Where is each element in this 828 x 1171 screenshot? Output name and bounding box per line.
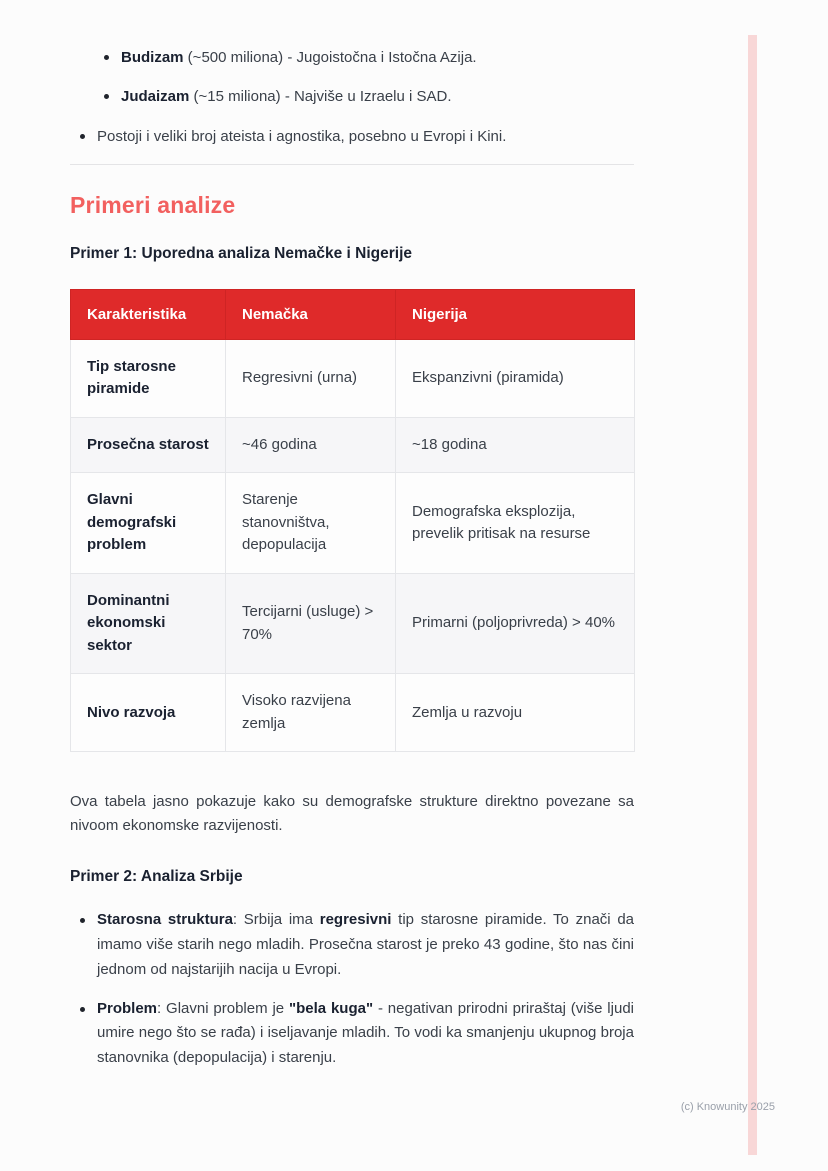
table-row bbox=[71, 339, 635, 417]
list-item bbox=[104, 85, 634, 108]
table-cell: Ekspanzivni (piramida) bbox=[396, 339, 635, 417]
right-edge-stripe bbox=[748, 35, 757, 1155]
section-divider bbox=[70, 164, 634, 165]
example2-list bbox=[70, 908, 634, 1071]
bullet-text bbox=[121, 49, 477, 66]
list-item bbox=[80, 125, 634, 148]
table-cell: Zemlja u razvoju bbox=[396, 674, 635, 752]
table-row bbox=[71, 417, 635, 473]
bullet-rest-text: tip starosne piramide. To znači da imamo više starih nego mladih. Prosečna starost je preko 43 godine, što nas čini jednom od najstarijih nacija u Evropi. bbox=[97, 911, 635, 978]
table-row-label: Prosečna starost bbox=[71, 417, 226, 473]
table-row bbox=[71, 674, 635, 752]
religion-sublist bbox=[70, 46, 634, 109]
bullet-bold-text: Starosna struktura bbox=[97, 911, 233, 929]
table-row-label: Tip starosne piramide bbox=[71, 339, 226, 417]
bullet-icon bbox=[104, 55, 109, 60]
table-row bbox=[71, 473, 635, 574]
table-row-label: Nivo razvoja bbox=[71, 674, 226, 752]
table-cell: ~46 godina bbox=[226, 417, 396, 473]
bullet-text: Postoji i veliki broj ateista i agnostika, posebno u Evropi i Kini. bbox=[97, 127, 507, 145]
table-header-cell: Nemačka bbox=[226, 289, 396, 339]
bullet-rest-text: (~500 miliona) - Jugoistočna i Istočna Azija. bbox=[183, 49, 477, 66]
list-item bbox=[80, 908, 634, 982]
bullet-bold-text: Judaizam bbox=[121, 88, 190, 106]
bullet-icon bbox=[80, 1007, 85, 1012]
table-cell: Primarni (poljoprivreda) > 40% bbox=[396, 573, 635, 674]
bullet-bold-text: Problem bbox=[97, 999, 158, 1017]
table-cell: Regresivni (urna) bbox=[226, 339, 396, 417]
bullet-text bbox=[121, 88, 452, 105]
bullet-rest-text: - negativan prirodni priraštaj (više ljudi umire nego što se rađa) i iseljavanje mladih. To vodi ka smanjenju ukupnog broja stanovnika (depopulacija) i starenju. bbox=[97, 999, 634, 1066]
bullet-rest-text: : Srbija ima bbox=[232, 911, 320, 929]
table-cell: Visoko razvijena zemlja bbox=[226, 674, 396, 752]
table-cell: Tercijarni (usluge) > 70% bbox=[226, 573, 396, 674]
table-cell: Demografska eksplozija, prevelik pritisak na resurse bbox=[396, 473, 635, 574]
bullet-rest-text: : Glavni problem je bbox=[157, 999, 289, 1017]
bullet-icon bbox=[80, 918, 85, 923]
table-conclusion: Ova tabela jasno pokazuje kako su demografske strukture direktno povezane sa nivoom ekonomske razvijenosti. bbox=[70, 793, 634, 835]
table-header-cell: Karakteristika bbox=[71, 289, 226, 339]
table-cell: ~18 godina bbox=[396, 417, 635, 473]
bullet-bold-text: Budizam bbox=[121, 49, 184, 66]
table-row bbox=[71, 573, 635, 674]
example2-title: Primer 2: Analiza Srbije bbox=[70, 868, 243, 886]
document-content bbox=[70, 46, 634, 1085]
table-row-label: Glavni demografski problem bbox=[71, 473, 226, 574]
table-header-row bbox=[71, 289, 635, 339]
bullet-text bbox=[97, 1000, 634, 1067]
table-row-label: Dominantni ekonomski sektor bbox=[71, 573, 226, 674]
bullet-bold-text: regresivni bbox=[319, 911, 392, 929]
bullet-bold-text: "bela kuga" bbox=[288, 999, 374, 1017]
list-item bbox=[80, 997, 634, 1071]
list-item bbox=[104, 46, 634, 69]
bullet-text bbox=[97, 911, 634, 978]
example1-title: Primer 1: Uporedna analiza Nemačke i Nigerije bbox=[70, 244, 412, 262]
table-header-cell: Nigerija bbox=[396, 289, 635, 339]
bullet-icon bbox=[80, 134, 85, 139]
table-cell: Starenje stanovništva, depopulacija bbox=[226, 473, 396, 574]
bullet-icon bbox=[104, 94, 109, 99]
bullet-rest-text: (~15 miliona) - Najviše u Izraelu i SAD. bbox=[189, 88, 452, 106]
comparison-table bbox=[70, 289, 635, 753]
religion-mainlist bbox=[70, 125, 634, 148]
copyright-text: (c) Knowunity 2025 bbox=[680, 1101, 775, 1113]
section-heading: Primeri analize bbox=[70, 191, 236, 218]
